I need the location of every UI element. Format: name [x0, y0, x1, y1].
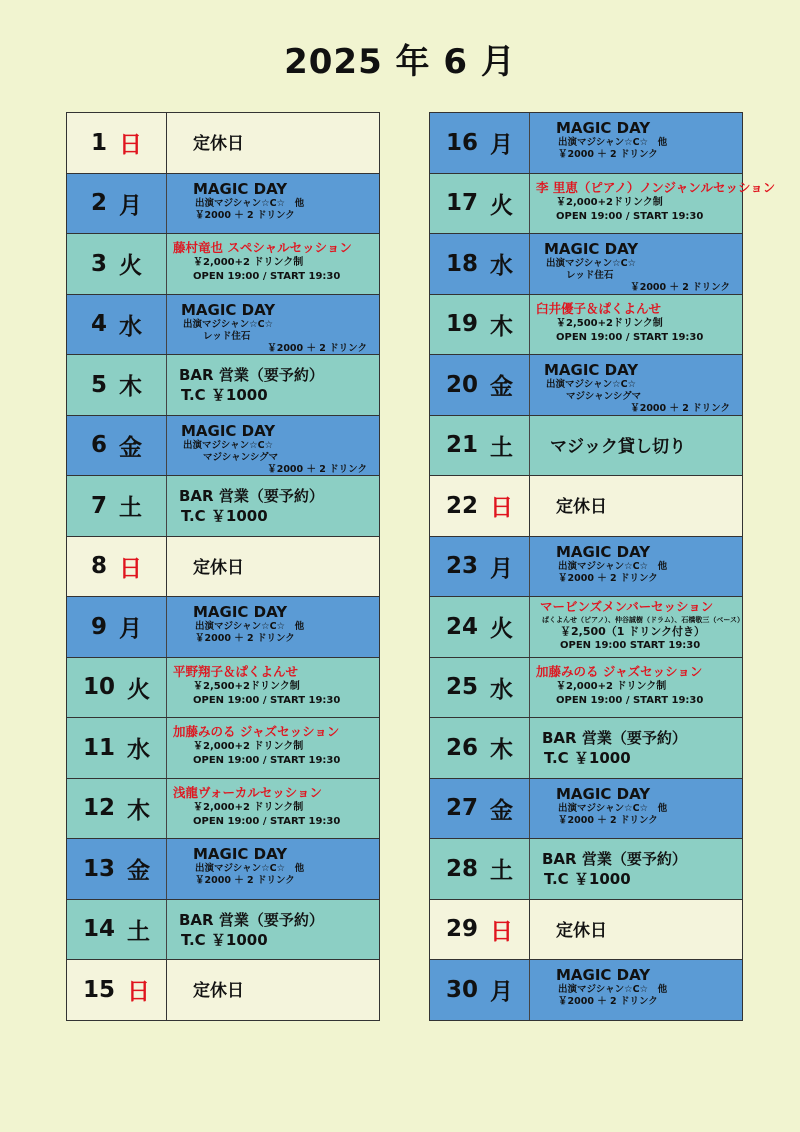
price: ￥2,500+2ドリンク制	[556, 317, 663, 329]
table-charge: T.C ￥1000	[181, 386, 268, 404]
event-title: MAGIC DAY	[556, 784, 651, 803]
event-details	[167, 416, 379, 476]
event-title: MAGIC DAY	[544, 361, 639, 379]
price: ￥2000 ＋ 2 ドリンク	[195, 633, 295, 644]
day-number: 15	[82, 976, 115, 1003]
event-details	[530, 174, 775, 234]
event-details	[167, 597, 379, 657]
weekday-label: 日	[119, 555, 142, 582]
date-cell	[430, 234, 530, 294]
open-start-time: OPEN 19:00 START 19:30	[560, 640, 701, 651]
date-cell	[430, 839, 530, 899]
date-cell	[430, 900, 530, 960]
schedule-row	[66, 294, 380, 356]
event-details	[167, 113, 379, 173]
day-number: 16	[445, 129, 478, 156]
performers: 出演マジシャン☆C☆	[546, 258, 637, 269]
day-number: 14	[82, 916, 115, 943]
event-details	[167, 537, 379, 597]
date-cell	[430, 597, 530, 657]
performers: 出演マジシャン☆C☆ 他	[558, 802, 668, 814]
weekday-label: 日	[490, 495, 513, 522]
schedule-row	[429, 596, 743, 658]
weekday-label: 日	[490, 918, 513, 945]
weekday-label: 月	[119, 192, 142, 219]
event-title: MAGIC DAY	[193, 603, 288, 621]
event-details	[530, 476, 742, 536]
date-cell	[430, 718, 530, 778]
weekday-label: 日	[119, 132, 142, 159]
date-cell	[67, 900, 167, 960]
event-details	[167, 960, 379, 1020]
date-cell	[430, 960, 530, 1020]
weekday-label: 月	[490, 979, 513, 1006]
event-details	[530, 113, 742, 173]
price: ￥2000 ＋ 2 ドリンク	[558, 814, 658, 826]
performers: 出演マジシャン☆C☆ 他	[558, 984, 668, 995]
day-number: 24	[445, 613, 478, 640]
open-start-time: OPEN 19:00 / START 19:30	[193, 271, 341, 282]
date-cell	[67, 718, 167, 778]
schedule-row	[66, 717, 380, 779]
event-title: 臼井優子＆ぱくよんせ	[536, 300, 662, 316]
schedule-column-left	[66, 112, 380, 1021]
schedule-row	[66, 415, 380, 477]
performers: 出演マジシャン☆C☆ 他	[195, 863, 305, 874]
schedule-row	[66, 596, 380, 658]
price: ￥2000 ＋ 2 ドリンク	[195, 875, 295, 886]
date-cell	[430, 295, 530, 355]
date-cell	[430, 779, 530, 839]
day-number: 3	[90, 250, 107, 277]
date-cell	[67, 839, 167, 899]
day-number: 2	[90, 190, 107, 217]
date-cell	[430, 174, 530, 234]
performers: 出演マジシャン☆C☆ 他	[558, 560, 668, 572]
price: ￥2000 ＋ 2 ドリンク	[558, 572, 658, 584]
day-number: 20	[445, 371, 478, 398]
schedule-row	[66, 233, 380, 295]
performers: ぱくよんせ（ピアノ）、仲谷誠樹（ドラム）、石橋敬三（ベース）	[542, 616, 745, 624]
date-cell	[67, 416, 167, 476]
event-details	[167, 839, 379, 899]
day-number: 4	[90, 311, 107, 338]
event-details	[530, 234, 742, 294]
event-title: 李 里恵（ピアノ）ノンジャンルセッション	[536, 179, 776, 195]
weekday-label: 火	[127, 676, 150, 703]
schedule-row	[66, 657, 380, 719]
event-details	[167, 355, 379, 415]
schedule-row	[66, 899, 380, 961]
date-cell	[67, 597, 167, 657]
weekday-label: 金	[490, 374, 513, 401]
open-start-time: OPEN 19:00 / START 19:30	[556, 331, 704, 343]
open-start-time: OPEN 19:00 / START 19:30	[193, 815, 341, 827]
date-cell	[430, 355, 530, 415]
weekday-label: 水	[119, 313, 142, 340]
price: ￥2,500（1 ドリンク付き）	[560, 625, 706, 638]
event-details	[530, 355, 742, 415]
event-title: 平野翔子＆ぱくよんせ	[173, 663, 299, 679]
date-cell	[67, 476, 167, 536]
event-title: MAGIC DAY	[544, 240, 639, 258]
performers: 出演マジシャン☆C☆ 他	[195, 197, 305, 209]
day-number: 6	[90, 432, 107, 459]
schedule-row	[429, 959, 743, 1021]
price: ￥2000 ＋ 2 ドリンク	[267, 342, 367, 354]
event-title: マジック貸し切り	[550, 436, 686, 457]
weekday-label: 土	[127, 918, 150, 945]
bar-title: BAR 営業（要予約）	[179, 487, 324, 505]
day-number: 1	[90, 129, 107, 156]
schedule-row	[429, 536, 743, 598]
weekday-label: 火	[490, 192, 513, 219]
schedule-row	[66, 173, 380, 235]
event-details	[167, 658, 379, 718]
price: ￥2,000+2 ドリンク制	[193, 801, 304, 813]
day-number: 5	[90, 371, 107, 398]
weekday-label: 木	[490, 313, 513, 340]
day-number: 27	[445, 795, 478, 822]
event-details	[167, 295, 379, 355]
weekday-label: 木	[127, 797, 150, 824]
schedule-column-right	[429, 112, 776, 1021]
event-details	[530, 839, 742, 899]
event-title: 藤村竜也 スペシャルセッション	[173, 240, 352, 255]
day-number: 11	[82, 734, 115, 761]
weekday-label: 金	[127, 858, 150, 885]
weekday-label: 土	[490, 434, 513, 461]
schedule-row	[66, 838, 380, 900]
day-number: 12	[82, 795, 115, 822]
date-cell	[67, 779, 167, 839]
event-details	[167, 476, 379, 536]
schedule-row	[429, 112, 743, 174]
schedule-row	[429, 778, 743, 840]
day-number: 9	[90, 613, 107, 640]
day-number: 25	[445, 674, 478, 701]
weekday-label: 月	[490, 555, 513, 582]
date-cell	[67, 113, 167, 173]
price: ￥2,000+2 ドリンク制	[193, 741, 304, 752]
weekday-label: 水	[127, 737, 150, 764]
weekday-label: 木	[490, 737, 513, 764]
schedule-row	[429, 657, 743, 719]
bar-title: BAR 営業（要予約）	[179, 366, 324, 384]
event-title: MAGIC DAY	[181, 421, 276, 440]
table-charge: T.C ￥1000	[544, 870, 631, 888]
date-cell	[67, 960, 167, 1020]
event-details	[167, 779, 379, 839]
schedule-row	[429, 354, 743, 416]
date-cell	[430, 537, 530, 597]
page-title: 2025 年 6 月	[284, 42, 516, 82]
weekday-label: 木	[119, 374, 142, 401]
performers: 出演マジシャン☆C☆ 他	[558, 137, 668, 148]
bar-title: BAR 営業（要予約）	[179, 910, 324, 929]
weekday-label: 月	[490, 132, 513, 159]
closed-label: 定休日	[556, 920, 607, 941]
day-number: 21	[445, 432, 478, 459]
event-details	[530, 295, 742, 355]
day-number: 30	[445, 976, 478, 1003]
performers: 出演マジシャン☆C☆	[183, 439, 274, 451]
schedule-row	[429, 717, 743, 779]
day-number: 8	[90, 553, 107, 580]
event-details	[167, 718, 379, 778]
event-title: MAGIC DAY	[556, 966, 651, 984]
weekday-label: 月	[119, 616, 142, 643]
event-details	[167, 900, 379, 960]
date-cell	[67, 234, 167, 294]
schedule-row	[429, 475, 743, 537]
event-title: 加藤みのる ジャズセッション	[173, 724, 340, 739]
event-title: 加藤みのる ジャズセッション	[536, 663, 703, 679]
schedule-row	[66, 959, 380, 1021]
day-number: 23	[445, 553, 478, 580]
performer-name: マジシャンシグマ	[203, 451, 279, 463]
price: ￥2000 ＋ 2 ドリンク	[267, 463, 367, 475]
date-cell	[67, 658, 167, 718]
price: ￥2,000+2ドリンク制	[556, 196, 663, 208]
price: ￥2000 ＋ 2 ドリンク	[630, 403, 730, 414]
performer-name: レッド住石	[203, 330, 251, 342]
weekday-label: 金	[490, 797, 513, 824]
closed-label: 定休日	[193, 134, 244, 154]
price: ￥2,500+2ドリンク制	[193, 680, 300, 692]
price: ￥2000 ＋ 2 ドリンク	[558, 996, 658, 1007]
open-start-time: OPEN 19:00 / START 19:30	[556, 694, 704, 706]
event-details	[530, 658, 742, 718]
price: ￥2000 ＋ 2 ドリンク	[630, 282, 730, 293]
schedule-row	[429, 233, 743, 295]
closed-label: 定休日	[193, 557, 244, 578]
weekday-label: 土	[490, 858, 513, 885]
schedule-row	[429, 415, 743, 477]
open-start-time: OPEN 19:00 / START 19:30	[193, 755, 341, 766]
table-charge: T.C ￥1000	[181, 930, 268, 949]
date-cell	[430, 113, 530, 173]
schedule-row	[429, 899, 743, 961]
date-cell	[67, 355, 167, 415]
date-cell	[67, 295, 167, 355]
schedule-row	[66, 778, 380, 840]
event-title: MAGIC DAY	[556, 119, 651, 137]
event-details	[167, 234, 379, 294]
date-cell	[430, 476, 530, 536]
event-title: MAGIC DAY	[193, 179, 288, 198]
event-title: MAGIC DAY	[193, 845, 288, 863]
schedule-row	[66, 536, 380, 598]
day-number: 18	[445, 250, 478, 277]
event-title: MAGIC DAY	[556, 542, 651, 561]
day-number: 26	[445, 734, 478, 761]
bar-title: BAR 営業（要予約）	[542, 850, 687, 868]
price: ￥2000 ＋ 2 ドリンク	[195, 209, 295, 221]
event-title: MAGIC DAY	[181, 300, 276, 319]
performers: 出演マジシャン☆C☆	[183, 318, 274, 330]
schedule-row	[429, 294, 743, 356]
performers: 出演マジシャン☆C☆ 他	[195, 621, 305, 632]
schedule-row	[429, 173, 776, 235]
price: ￥2,000+2 ドリンク制	[193, 257, 304, 268]
event-details	[530, 416, 742, 476]
date-cell	[67, 537, 167, 597]
date-cell	[67, 174, 167, 234]
day-number: 7	[90, 492, 107, 519]
table-charge: T.C ￥1000	[181, 507, 268, 525]
weekday-label: 日	[127, 979, 150, 1006]
weekday-label: 金	[119, 434, 142, 461]
schedule-row	[429, 838, 743, 900]
performer-name: マジシャンシグマ	[566, 391, 642, 402]
day-number: 22	[445, 492, 478, 519]
weekday-label: 土	[119, 495, 142, 522]
weekday-label: 水	[490, 676, 513, 703]
performers: 出演マジシャン☆C☆	[546, 379, 637, 390]
weekday-label: 火	[119, 253, 142, 280]
day-number: 10	[82, 674, 115, 701]
open-start-time: OPEN 19:00 / START 19:30	[556, 210, 704, 222]
day-number: 28	[445, 855, 478, 882]
day-number: 29	[445, 916, 478, 943]
table-charge: T.C ￥1000	[544, 749, 631, 767]
event-details	[530, 779, 742, 839]
event-title: 浅龍ヴォーカルセッション	[173, 784, 323, 800]
date-cell	[430, 658, 530, 718]
open-start-time: OPEN 19:00 / START 19:30	[193, 694, 341, 706]
event-details	[530, 960, 742, 1020]
schedule-row	[66, 475, 380, 537]
day-number: 17	[445, 190, 478, 217]
performer-name: レッド住石	[566, 270, 614, 281]
price: ￥2,000+2 ドリンク制	[556, 680, 667, 692]
weekday-label: 火	[490, 616, 513, 643]
event-details	[167, 174, 379, 234]
closed-label: 定休日	[556, 497, 607, 517]
day-number: 13	[82, 855, 115, 882]
schedule-row	[66, 354, 380, 416]
event-title: マービンズメンバーセッション	[540, 599, 714, 614]
event-details	[530, 900, 742, 960]
day-number: 19	[445, 311, 478, 338]
bar-title: BAR 営業（要予約）	[542, 729, 687, 747]
price: ￥2000 ＋ 2 ドリンク	[558, 149, 658, 160]
event-details	[530, 537, 742, 597]
event-details	[530, 718, 742, 778]
closed-label: 定休日	[193, 981, 244, 1001]
event-details	[530, 597, 744, 657]
weekday-label: 水	[490, 253, 513, 280]
date-cell	[430, 416, 530, 476]
schedule-row	[66, 112, 380, 174]
